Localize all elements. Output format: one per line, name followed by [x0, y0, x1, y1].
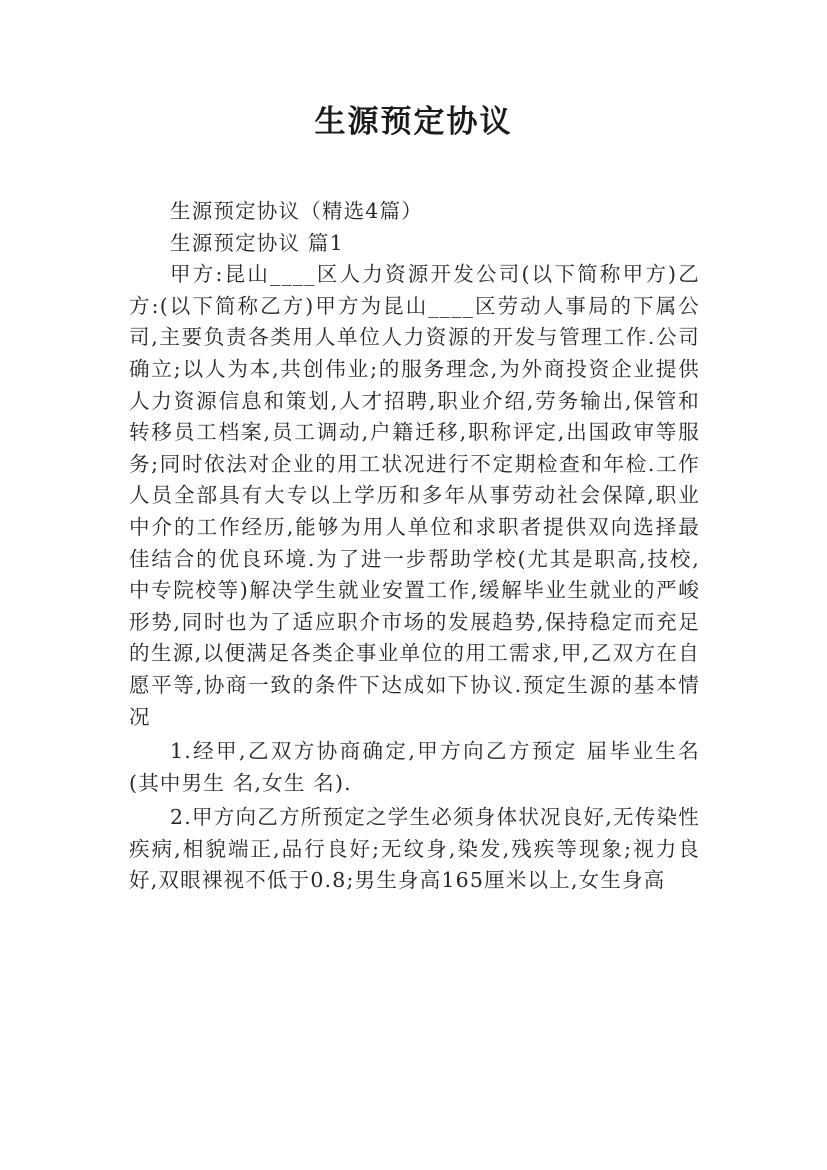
section-heading: 生源预定协议 篇1	[170, 230, 344, 255]
list-item: 2.甲方向乙方所预定之学生必须身体状况良好,无传染性疾病,相貌端正,品行良好;无纹身,染发,残疾等现象;视力良好,双眼裸视不低于0.8;男生身高165厘米以上,女生身高	[129, 805, 700, 893]
document-body	[129, 196, 700, 897]
document-title: 生源预定协议	[314, 104, 513, 140]
document-heading-line: 生源预定协议（精选4篇）	[170, 199, 423, 223]
list-item: 1.经甲,乙双方协商确定,甲方向乙方预定 届毕业生名(其中男生 名,女生 名).	[129, 739, 700, 795]
body-paragraph: 甲方:昆山____区人力资源开发公司(以下简称甲方)乙方:(以下简称乙方)甲方为昆山____区劳动人事局的下属公司,主要负责各类用人单位人力资源的开发与管理工作.公司确立;以人为本,共创伟业;的服务理念,为外商投资企业提供人力资源信息和策划,人才招聘,职业介绍,劳务输出,保管和转移员工档案,员工调动,户籍迁移,职称评定,出国政审等服务;同时依法对企业的用工状况进行不定期检查和年检.工作人员全部具有大专以上学历和多年从事劳动社会保障,职业中介的工作经历,能够为用人单位和求职者提供双向选择最佳结合的优良环境.为了进一步帮助学校(尤其是职高,技校,中专院校等)解决学生就业安置工作,缓解毕业生就业的严峻形势,同时也为了适应职介市场的发展趋势,保持稳定而充足的生源,以便满足各类企事业单位的用工需求,甲,乙双方在自愿平等,协商一致的条件下达成如下协议.预定生源的基本情况	[129, 262, 700, 729]
